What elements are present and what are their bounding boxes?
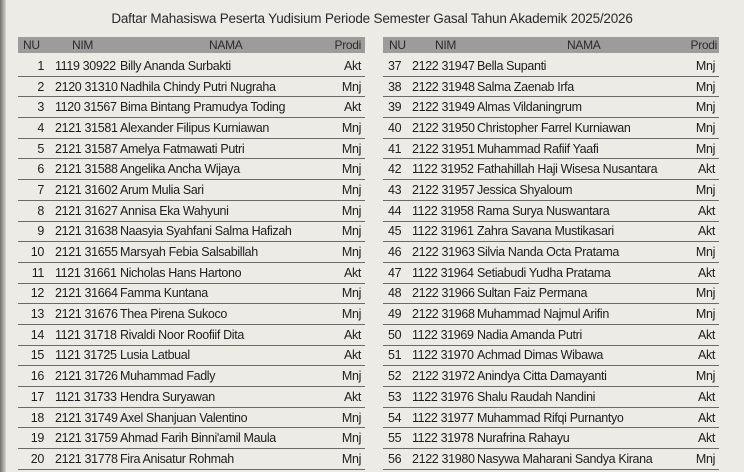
cell-nu: 38 bbox=[388, 79, 402, 94]
cell-prodi: Akt bbox=[697, 265, 715, 280]
cell-nama: Almas Vildaningrum bbox=[477, 100, 582, 115]
cell-prodi: Mnj bbox=[341, 141, 361, 156]
cell-nama: Nasywa Maharani Sandya Kirana bbox=[477, 451, 653, 466]
header-nama: NAMA bbox=[209, 38, 243, 52]
cell-nu: 11 bbox=[31, 265, 44, 280]
cell-prodi: Mnj bbox=[341, 307, 361, 322]
cell-nama: Nicholas Hans Hartono bbox=[120, 265, 242, 280]
cell-nim: 2121 31778 bbox=[55, 451, 118, 466]
cell-nim: 1122 31961 bbox=[412, 224, 474, 239]
cell-prodi: Akt bbox=[697, 203, 715, 218]
cell-prodi: Mnj bbox=[341, 79, 361, 94]
cell-nama: Nadia Amanda Putri bbox=[477, 327, 582, 342]
cell-nu: 45 bbox=[388, 224, 402, 239]
cell-nama: Jessica Shyaloum bbox=[477, 182, 573, 197]
cell-nama: Muhammad Rafiif Yaafi bbox=[477, 141, 599, 156]
cell-nu: 5 bbox=[37, 141, 44, 156]
cell-prodi: Akt bbox=[343, 100, 361, 115]
cell-nim: 2122 31963 bbox=[412, 245, 475, 260]
cell-prodi: Mnj bbox=[695, 286, 715, 301]
table-row bbox=[383, 346, 719, 367]
cell-nim: 1122 31969 bbox=[412, 327, 474, 342]
cell-nama: Hendra Suryawan bbox=[120, 389, 215, 404]
cell-prodi: Mnj bbox=[341, 431, 361, 446]
cell-nu: 55 bbox=[388, 431, 402, 446]
cell-nama: Muhammad Rifqi Purnantyo bbox=[477, 410, 624, 425]
cell-nu: 20 bbox=[30, 451, 44, 466]
cell-nim: 1122 31976 bbox=[412, 389, 474, 404]
cell-nu: 49 bbox=[388, 307, 402, 322]
table-row bbox=[18, 159, 365, 180]
cell-nu: 46 bbox=[388, 245, 402, 260]
cell-prodi: Mnj bbox=[695, 79, 715, 94]
cell-nu: 42 bbox=[388, 162, 402, 177]
cell-nu: 47 bbox=[388, 265, 402, 280]
cell-nama: Salma Zaenab Irfa bbox=[477, 79, 574, 94]
cell-prodi: Akt bbox=[697, 162, 715, 177]
cell-nu: 52 bbox=[388, 369, 402, 384]
cell-prodi: Mnj bbox=[695, 245, 715, 260]
cell-nim: 1122 31978 bbox=[412, 431, 474, 446]
table-row bbox=[383, 180, 719, 201]
table-row bbox=[383, 325, 719, 346]
table-row bbox=[383, 159, 719, 180]
cell-nim: 2121 31759 bbox=[55, 431, 118, 446]
table-row bbox=[18, 139, 365, 160]
table-header bbox=[383, 37, 719, 53]
cell-nim: 2120 31310 bbox=[55, 79, 118, 94]
table-row bbox=[383, 304, 719, 325]
header-nim: NIM bbox=[72, 38, 94, 52]
cell-nama: Christopher Farrel Kurniawan bbox=[477, 120, 631, 135]
table-row bbox=[18, 387, 365, 408]
cell-nim: 2121 31588 bbox=[55, 162, 118, 177]
table-row bbox=[18, 408, 365, 429]
header-nu: NU bbox=[23, 38, 40, 52]
cell-prodi: Mnj bbox=[695, 182, 715, 197]
cell-nu: 48 bbox=[388, 286, 402, 301]
document-title: Daftar Mahasiswa Peserta Yudisium Periode Semester Gasal Tahun Akademik 2025/2026 bbox=[111, 11, 633, 26]
table-row bbox=[18, 222, 365, 243]
cell-nama: Rivaldi Noor Roofiif Dita bbox=[120, 327, 244, 342]
cell-nama: Alexander Filipus Kurniawan bbox=[120, 120, 269, 135]
cell-nu: 12 bbox=[30, 286, 44, 301]
cell-nu: 43 bbox=[388, 182, 402, 197]
cell-prodi: Mnj bbox=[695, 100, 715, 115]
table-row bbox=[383, 97, 719, 118]
cell-nu: 50 bbox=[388, 327, 402, 342]
table-row bbox=[383, 408, 719, 429]
cell-prodi: Akt bbox=[343, 389, 361, 404]
cell-nim: 2121 31587 bbox=[55, 141, 118, 156]
cell-nu: 37 bbox=[388, 58, 402, 73]
table-row bbox=[18, 304, 365, 325]
cell-prodi: Mnj bbox=[695, 369, 715, 384]
table-header bbox=[18, 37, 365, 53]
cell-nama: Arum Mulia Sari bbox=[120, 182, 204, 197]
student-table-left bbox=[18, 37, 365, 470]
cell-nim: 2121 31627 bbox=[55, 203, 118, 218]
table-row bbox=[383, 387, 719, 408]
student-table-right bbox=[383, 37, 719, 470]
cell-nim: 2122 31972 bbox=[412, 369, 475, 384]
cell-prodi: Mnj bbox=[341, 120, 361, 135]
cell-nu: 40 bbox=[388, 120, 402, 135]
cell-nu: 14 bbox=[30, 327, 44, 342]
cell-nim: 1122 31970 bbox=[412, 348, 474, 363]
cell-nama: Marsyah Febia Salsabillah bbox=[120, 245, 258, 260]
cell-nu: 10 bbox=[30, 245, 44, 260]
header-nim: NIM bbox=[435, 38, 457, 52]
table-row bbox=[18, 56, 365, 77]
cell-prodi: Mnj bbox=[341, 286, 361, 301]
cell-nama: Axel Shanjuan Valentino bbox=[120, 410, 248, 425]
cell-prodi: Akt bbox=[697, 410, 715, 425]
cell-prodi: Mnj bbox=[341, 410, 361, 425]
cell-prodi: Mnj bbox=[695, 307, 715, 322]
cell-nama: Shalu Raudah Nandini bbox=[477, 389, 596, 404]
cell-nim: 2122 31951 bbox=[412, 141, 475, 156]
table-row bbox=[383, 77, 719, 98]
cell-prodi: Mnj bbox=[341, 369, 361, 384]
table-row bbox=[383, 428, 719, 449]
cell-prodi: Mnj bbox=[341, 162, 361, 177]
cell-nim: 2122 31950 bbox=[412, 120, 475, 135]
cell-nu: 8 bbox=[37, 203, 44, 218]
cell-nim: 1121 31661 bbox=[55, 265, 117, 280]
cell-nim: 2122 31980 bbox=[412, 451, 475, 466]
cell-prodi: Akt bbox=[343, 265, 361, 280]
cell-prodi: Akt bbox=[697, 327, 715, 342]
header-prodi: Prodi bbox=[690, 38, 717, 52]
cell-prodi: Mnj bbox=[341, 224, 361, 239]
cell-nama: Zahra Savana Mustikasari bbox=[477, 224, 614, 239]
table-row bbox=[18, 201, 365, 222]
cell-prodi: Akt bbox=[697, 431, 715, 446]
cell-prodi: Mnj bbox=[341, 451, 361, 466]
cell-nu: 53 bbox=[388, 389, 402, 404]
cell-prodi: Mnj bbox=[341, 203, 361, 218]
table-row bbox=[383, 201, 719, 222]
cell-prodi: Mnj bbox=[695, 141, 715, 156]
table-row bbox=[18, 180, 365, 201]
cell-prodi: Akt bbox=[343, 348, 361, 363]
table-row bbox=[18, 346, 365, 367]
cell-prodi: Mnj bbox=[341, 245, 361, 260]
cell-nim: 2122 31948 bbox=[412, 79, 475, 94]
cell-nama: Sultan Faiz Permana bbox=[477, 286, 588, 301]
cell-nu: 56 bbox=[388, 451, 402, 466]
table-row bbox=[383, 118, 719, 139]
cell-nim: 1122 31964 bbox=[412, 265, 474, 280]
table-row bbox=[18, 428, 365, 449]
cell-nim: 1122 31958 bbox=[412, 203, 474, 218]
cell-nu: 15 bbox=[30, 348, 44, 363]
cell-nama: Nurafrina Rahayu bbox=[477, 431, 570, 446]
cell-nu: 13 bbox=[30, 307, 44, 322]
cell-prodi: Akt bbox=[697, 389, 715, 404]
cell-nama: Anindya Citta Damayanti bbox=[477, 369, 607, 384]
cell-nim: 2122 31947 bbox=[412, 58, 475, 73]
header-prodi: Prodi bbox=[334, 38, 361, 52]
cell-nim: 1121 31718 bbox=[55, 327, 117, 342]
cell-nama: Famma Kuntana bbox=[120, 286, 208, 301]
cell-nama: Bima Bintang Pramudya Toding bbox=[120, 100, 286, 115]
cell-nim: 2121 31749 bbox=[55, 410, 118, 425]
cell-nim: 2121 31676 bbox=[55, 307, 118, 322]
cell-nu: 9 bbox=[37, 224, 44, 239]
table-row bbox=[18, 77, 365, 98]
cell-nama: Annisa Eka Wahyuni bbox=[120, 203, 229, 218]
table-row bbox=[18, 242, 365, 263]
cell-nim: 1121 31733 bbox=[55, 389, 117, 404]
cell-nim: 1122 31952 bbox=[412, 162, 474, 177]
cell-nama: Thea Pirena Sukoco bbox=[120, 307, 227, 322]
cell-nama: Achmad Dimas Wibawa bbox=[477, 348, 604, 363]
cell-nu: 2 bbox=[37, 79, 44, 94]
cell-nim: 1119 30922 bbox=[55, 58, 116, 73]
cell-nama: Muhammad Fadly bbox=[120, 369, 216, 384]
cell-nama: Ahmad Farih Binni'amil Maula bbox=[120, 431, 276, 446]
cell-nu: 51 bbox=[388, 348, 402, 363]
cell-prodi: Akt bbox=[697, 348, 715, 363]
cell-nu: 16 bbox=[30, 369, 44, 384]
cell-nama: Angelika Ancha Wijaya bbox=[120, 162, 240, 177]
table-row bbox=[18, 325, 365, 346]
header-nama: NAMA bbox=[567, 38, 601, 52]
cell-prodi: Mnj bbox=[695, 58, 715, 73]
cell-nim: 2121 31602 bbox=[55, 182, 118, 197]
cell-nim: 2121 31655 bbox=[55, 245, 118, 260]
table-row bbox=[383, 366, 719, 387]
table-row bbox=[383, 139, 719, 160]
cell-nama: Lusia Latbual bbox=[120, 348, 190, 363]
cell-nu: 6 bbox=[37, 162, 44, 177]
cell-nama: Silvia Nanda Octa Pratama bbox=[477, 245, 620, 260]
cell-prodi: Mnj bbox=[695, 451, 715, 466]
cell-nim: 2121 31581 bbox=[55, 120, 118, 135]
cell-nu: 7 bbox=[37, 182, 44, 197]
cell-prodi: Akt bbox=[343, 58, 361, 73]
cell-prodi: Mnj bbox=[341, 182, 361, 197]
cell-nu: 44 bbox=[388, 203, 402, 218]
header-nu: NU bbox=[389, 38, 406, 52]
cell-nim: 2122 31966 bbox=[412, 286, 475, 301]
cell-nama: Naasyia Syahfani Salma Hafizah bbox=[120, 224, 292, 239]
cell-nama: Muhammad Najmul Arifin bbox=[477, 307, 609, 322]
table-row bbox=[18, 263, 365, 284]
cell-nu: 18 bbox=[30, 410, 44, 425]
cell-nama: Setiabudi Yudha Pratama bbox=[477, 265, 611, 280]
cell-nim: 2122 31968 bbox=[412, 307, 475, 322]
table-row bbox=[18, 284, 365, 305]
cell-nu: 19 bbox=[30, 431, 44, 446]
cell-nu: 3 bbox=[37, 100, 44, 115]
cell-nu: 41 bbox=[388, 141, 402, 156]
cell-nim: 1122 31977 bbox=[412, 410, 474, 425]
cell-nim: 2122 31949 bbox=[412, 100, 475, 115]
table-row bbox=[383, 242, 719, 263]
cell-nim: 2121 31726 bbox=[55, 369, 118, 384]
table-row bbox=[18, 366, 365, 387]
cell-nu: 4 bbox=[37, 120, 44, 135]
cell-nu: 54 bbox=[388, 410, 402, 425]
table-row bbox=[383, 449, 719, 470]
table-row bbox=[18, 97, 365, 118]
cell-nim: 1120 31567 bbox=[55, 100, 117, 115]
cell-prodi: Akt bbox=[343, 327, 361, 342]
cell-nim: 1121 31725 bbox=[55, 348, 117, 363]
cell-nu: 1 bbox=[37, 58, 44, 73]
cell-nu: 39 bbox=[388, 100, 402, 115]
cell-nim: 2121 31664 bbox=[55, 286, 118, 301]
cell-prodi: Mnj bbox=[695, 120, 715, 135]
cell-nim: 2122 31957 bbox=[412, 182, 475, 197]
cell-prodi: Akt bbox=[697, 224, 715, 239]
table-row bbox=[383, 284, 719, 305]
cell-nim: 2121 31638 bbox=[55, 224, 118, 239]
table-row bbox=[383, 222, 719, 243]
table-row bbox=[383, 56, 719, 77]
table-row bbox=[18, 449, 365, 470]
cell-nu: 17 bbox=[30, 389, 44, 404]
cell-nama: Billy Ananda Surbakti bbox=[120, 58, 231, 73]
scan-edge-shadow bbox=[0, 0, 6, 472]
cell-nama: Rama Surya Nuswantara bbox=[477, 203, 610, 218]
cell-nama: Nadhila Chindy Putri Nugraha bbox=[120, 79, 276, 94]
cell-nama: Fira Anisatur Rohmah bbox=[120, 451, 234, 466]
table-row bbox=[18, 118, 365, 139]
cell-nama: Fathahillah Haji Wisesa Nusantara bbox=[477, 162, 658, 177]
table-row bbox=[383, 263, 719, 284]
cell-nama: Amelya Fatmawati Putri bbox=[120, 141, 245, 156]
cell-nama: Bella Supanti bbox=[477, 58, 547, 73]
